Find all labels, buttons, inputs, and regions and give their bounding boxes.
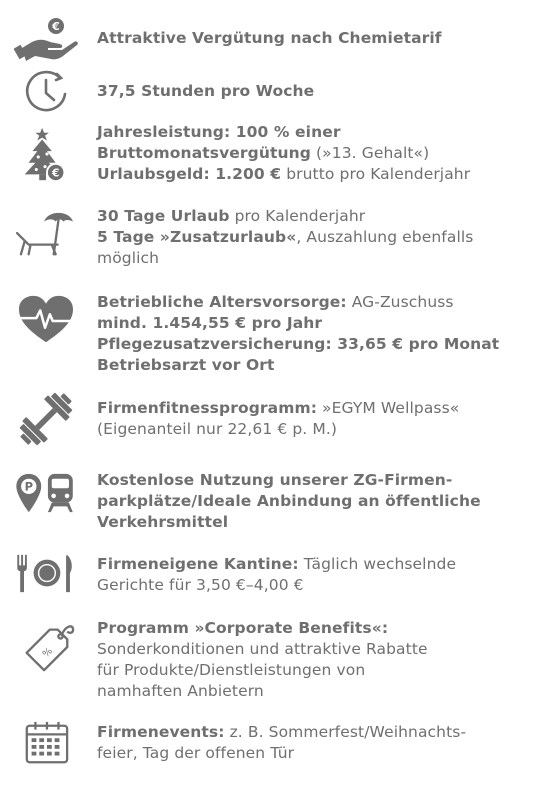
benefit-text: 30 Tage Urlaub pro Kalenderjahr 5 Tage »Zusatzurlaub«, Auszahlung ebenfalls möglich bbox=[97, 207, 474, 267]
svg-text:€: € bbox=[52, 20, 60, 33]
benefit-text: Kostenlose Nutzung unserer ZG-Firmen- parkplätze/Ideale Anbindung an öffentliche Verkehrsmittel bbox=[97, 471, 481, 531]
benefit-text: Betriebliche Altersvorsorge: AG-Zuschuss mind. 1.454,55 € pro Jahr Pflegezusatzversicherung: 33,65 € pro Monat Betriebsarzt vor Ort bbox=[97, 293, 500, 374]
heart-pulse-icon bbox=[14, 294, 78, 348]
christmas-tree-euro-icon bbox=[14, 124, 78, 186]
benefit-text: Programm »Corporate Benefits«: Sonderkonditionen und attraktive Rabatte für Produkte/Dienstleistungen von namhaften Anbietern bbox=[97, 619, 428, 700]
benefit-text: Firmeneigene Kantine: Täglich wechselnde Gerichte für 3,50 €–4,00 € bbox=[97, 555, 457, 594]
benefit-text: Firmenevents: z. B. Sommerfest/Weihnachts- feier, Tag der offenen Tür bbox=[97, 723, 467, 762]
svg-text:€: € bbox=[51, 166, 60, 180]
svg-text:P: P bbox=[24, 479, 33, 494]
dumbbell-icon bbox=[14, 392, 78, 446]
clock-icon bbox=[14, 68, 78, 116]
hand-euro-icon bbox=[14, 14, 78, 62]
svg-text:%: % bbox=[40, 645, 56, 660]
benefit-text: Jahresleistung: 100 % einer Bruttomonatsvergütung (»13. Gehalt«) Urlaubsgeld: 1.200 € brutto pro Kalenderjahr bbox=[97, 123, 471, 183]
price-tag-percent-icon bbox=[14, 618, 78, 676]
benefit-text: 37,5 Stunden pro Woche bbox=[97, 82, 315, 100]
beach-chair-umbrella-icon bbox=[14, 208, 78, 262]
fork-plate-knife-icon bbox=[14, 552, 78, 596]
calendar-icon bbox=[14, 720, 78, 768]
benefit-text: Firmenfitnessprogramm: »EGYM Wellpass« (Eigenanteil nur 22,61 € p. M.) bbox=[97, 399, 460, 438]
benefit-text: Attraktive Vergütung nach Chemietarif bbox=[97, 29, 442, 47]
parking-train-icon bbox=[14, 472, 78, 516]
